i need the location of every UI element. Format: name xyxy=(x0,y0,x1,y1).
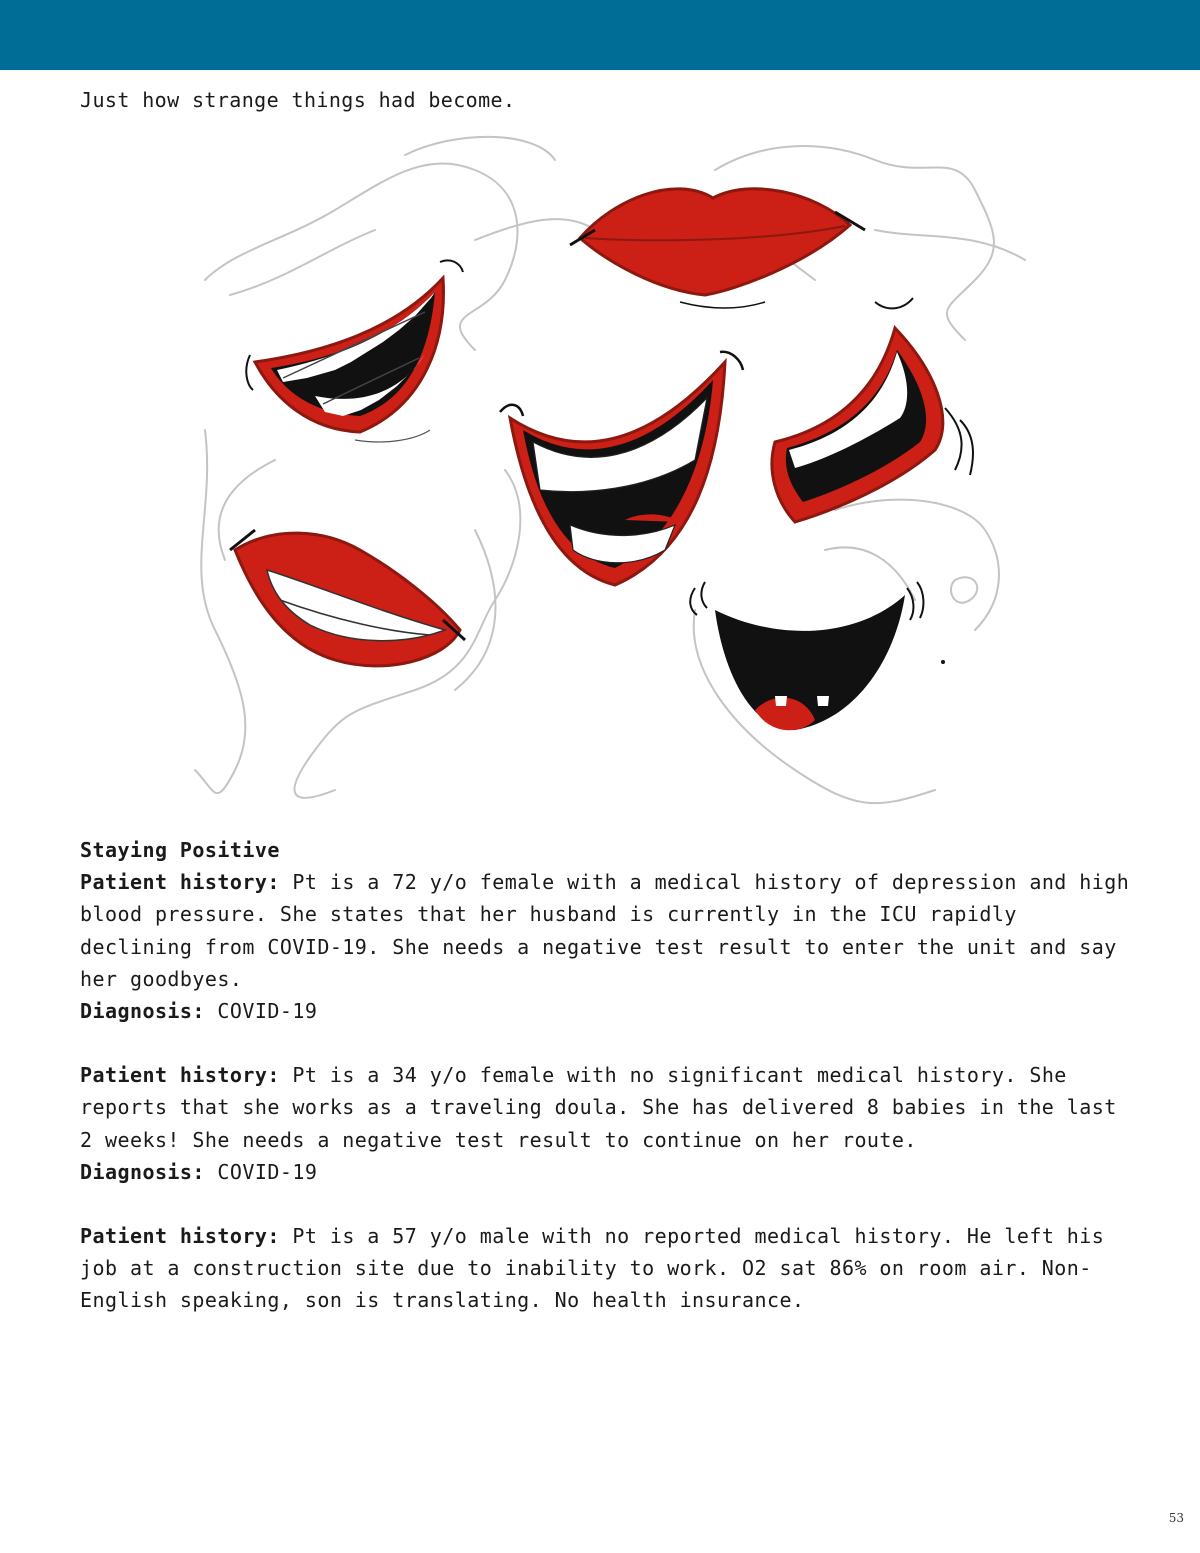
section-heading: Staying Positive xyxy=(80,838,280,862)
case-1 xyxy=(80,866,1140,1027)
diagnosis-text: COVID-19 xyxy=(217,1159,318,1184)
diagnosis-label: Diagnosis: xyxy=(80,999,205,1024)
diagnosis xyxy=(80,995,1140,1027)
history-text: Pt is a 72 y/o female with a medical history of depression and high blood pressure. She states that her husband is currently in the ICU rapidly declining from COVID-19. She needs a negative test result to enter the unit and say her goodbyes. xyxy=(80,870,1130,991)
diagnosis-text: COVID-19 xyxy=(217,999,318,1024)
clinical-notes xyxy=(80,834,1140,1349)
wide-grin xyxy=(772,298,973,522)
lipstick-smile xyxy=(230,530,465,666)
diagnosis xyxy=(80,1156,1140,1188)
patient-history xyxy=(80,1220,1140,1317)
history-label: Patient history: xyxy=(80,870,280,895)
case-2 xyxy=(80,1059,1140,1188)
intro-text: Just how strange things had become. xyxy=(80,88,516,112)
patient-history xyxy=(80,866,1140,995)
patient-history xyxy=(80,1059,1140,1156)
history-label: Patient history: xyxy=(80,1224,280,1249)
closed-lips xyxy=(570,189,865,308)
diagnosis-label: Diagnosis: xyxy=(80,1159,205,1184)
page-number: 53 xyxy=(1168,1511,1184,1525)
smiling-mouths-illustration xyxy=(175,130,1035,820)
case-3 xyxy=(80,1220,1140,1317)
top-banner xyxy=(0,0,1200,70)
history-text: Pt is a 34 y/o female with no significant medical history. She reports that she works as a traveling doula. She has delivered 8 babies in the last 2 weeks! She needs a negative test result to continue on her route. xyxy=(80,1063,1117,1152)
history-label: Patient history: xyxy=(80,1063,280,1088)
open-mouth-tongue xyxy=(690,582,945,730)
history-text: Pt is a 57 y/o male with no reported medical history. He left his job at a construction site due to inability to work. O2 sat 86% on room air. Non-English speaking, son is translating. No health insurance. xyxy=(80,1224,1105,1313)
braces-smile xyxy=(246,260,463,441)
open-laughing-mouth xyxy=(500,352,743,585)
